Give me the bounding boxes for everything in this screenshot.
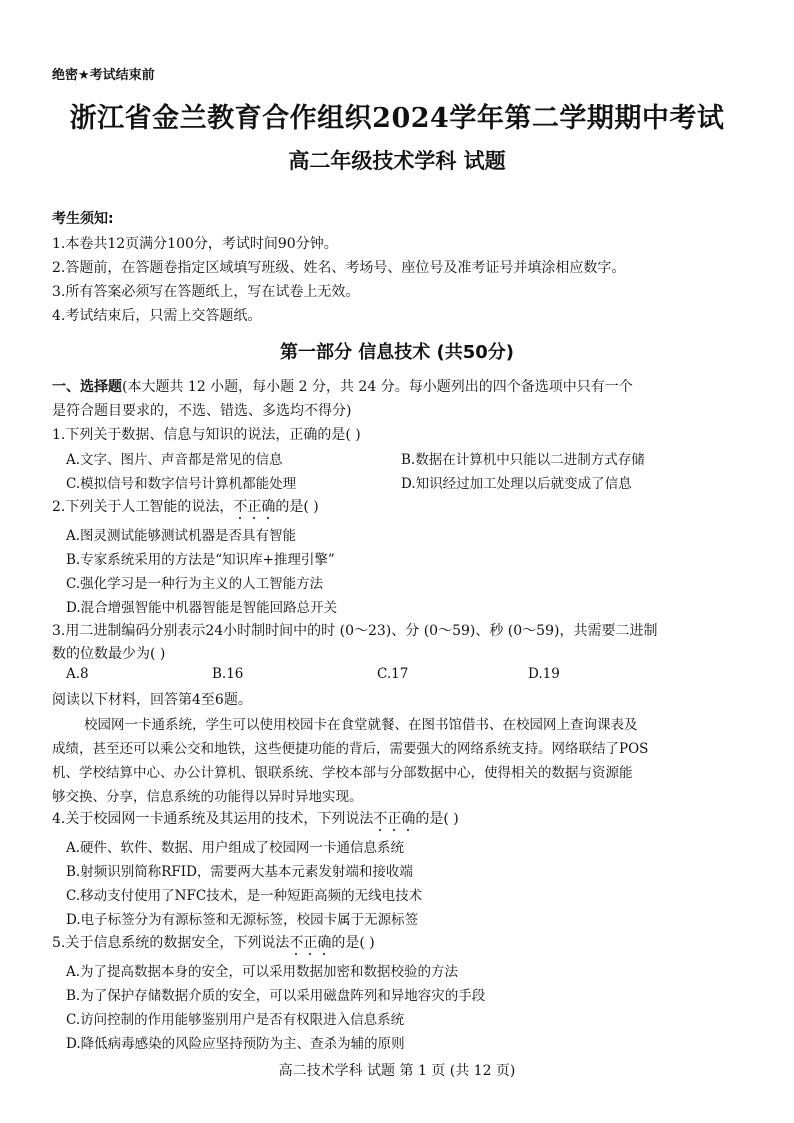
- question-2-stem: [52, 496, 319, 516]
- notice-heading: 考生须知:: [52, 211, 114, 227]
- reading-line: 校园网一卡通系统，学生可以使用校园卡在食堂就餐、在图书馆借书、在校园网上查询课表及: [84, 717, 638, 733]
- q2-stem-pre: 2.下列关于人工智能的说法，: [52, 499, 234, 515]
- q5-emphasis: 确: [317, 935, 332, 951]
- exam-title: 浙江省金兰教育合作组织2024学年第二学期期中考试: [69, 103, 725, 134]
- part1-heading: 一、选择题: [52, 379, 122, 395]
- q5-option-c: C.访问控制的作用能够鉴别用户是否有权限进入信息系统: [66, 1012, 405, 1028]
- question-5-stem: [52, 932, 375, 952]
- notice-item: 1.本卷共12页满分100分，考试时间90分钟。: [52, 236, 338, 252]
- q5-emphasis: 正: [303, 935, 318, 951]
- q2-option-d: D.混合增强智能中机器智能是智能回路总开关: [66, 600, 338, 616]
- part1-intro: [52, 376, 633, 396]
- section-title: 第一部分 信息技术 (共50分): [279, 342, 515, 363]
- part1-intro-line2: 是符合题目要求的，不选、错选、多选均不得分): [52, 403, 352, 419]
- q4-option-d: D.电子标签分为有源标签和无源标签，校园卡属于无源标签: [66, 912, 419, 928]
- confidential-label: 绝密★考试结束前: [52, 68, 155, 83]
- page-footer: 高二技术学科 试题 第 1 页 (共 12 页): [278, 1063, 516, 1079]
- q1-option-d: D.知识经过加工处理以后就变成了信息: [401, 476, 632, 492]
- notice-item: 3.所有答案必须写在答题纸上，写在试卷上无效。: [52, 284, 360, 300]
- q2-emphasis: 确: [261, 499, 276, 515]
- reading-line: 成绩，甚至还可以乘公交和地铁，这些便捷功能的背后，需要强大的网络系统支持。网络联结了POS: [52, 741, 649, 757]
- exam-subtitle: 高二年级技术学科 试题: [288, 148, 506, 173]
- q5-option-d: D.降低病毒感染的风险应坚持预防为主、查杀为辅的原则: [66, 1036, 405, 1052]
- q2-stem-post: 的是( ): [275, 499, 319, 515]
- q3-option-c: C.17: [377, 666, 409, 682]
- q4-stem-post: 的是( ): [415, 811, 459, 827]
- q2-option-b: B.专家系统采用的方法是“知识库+推理引擎”: [66, 552, 335, 568]
- q4-emphasis: 不: [373, 811, 388, 827]
- q5-option-b: B.为了保护存储数据介质的安全，可以采用磁盘阵列和异地容灾的手段: [66, 988, 486, 1004]
- q2-emphasis: 正: [247, 499, 262, 515]
- q4-option-a: A.硬件、软件、数据、用户组成了校园网一卡通信息系统: [66, 840, 405, 856]
- q3-option-b: B.16: [212, 666, 244, 682]
- q1-option-c: C.模拟信号和数字信号计算机都能处理: [66, 476, 297, 492]
- q5-stem-pre: 5.关于信息系统的数据安全，下列说法: [52, 935, 290, 951]
- question-3-stem-cont: 数的位数最少为( ): [52, 646, 166, 662]
- q3-option-d: D.19: [528, 666, 560, 682]
- q2-emphasis: 不: [233, 499, 248, 515]
- part1-intro-line1: (本大题共 12 小题，每小题 2 分，共 24 分。每小题列出的四个备选项中只有一个: [122, 379, 633, 395]
- question-3-stem: 3.用二进制编码分别表示24小时制时间中的时 (0～23)、分 (0～59)、秒 (0～59)，共需要二进制: [52, 623, 658, 639]
- notice-item: 2.答题前，在答题卷指定区域填写班级、姓名、考场号、座位号及准考证号并填涂相应数字。: [52, 260, 626, 276]
- q1-option-b: B.数据在计算机中只能以二进制方式存储: [401, 452, 645, 468]
- q4-emphasis: 确: [401, 811, 416, 827]
- notice-item: 4.考试结束后，只需上交答题纸。: [52, 308, 262, 324]
- q4-option-b: B.射频识别简称RFID，需要两大基本元素发射端和接收端: [66, 864, 413, 880]
- reading-intro: 阅读以下材料，回答第4至6题。: [52, 692, 252, 708]
- q5-stem-post: 的是( ): [331, 935, 375, 951]
- q4-option-c: C.移动支付使用了NFC技术，是一种短距高频的无线电技术: [66, 888, 423, 904]
- reading-line: 够交换、分享，信息系统的功能得以异时异地实现。: [52, 789, 363, 805]
- question-4-stem: [52, 808, 459, 828]
- q2-option-c: C.强化学习是一种行为主义的人工智能方法: [66, 576, 324, 592]
- q4-stem-pre: 4.关于校园网一卡通系统及其运用的技术，下列说法: [52, 811, 374, 827]
- q4-emphasis: 正: [387, 811, 402, 827]
- q2-option-a: A.图灵测试能够测试机器是否具有智能: [66, 528, 297, 544]
- question-1-stem: 1.下列关于数据、信息与知识的说法，正确的是( ): [52, 427, 361, 443]
- q5-option-a: A.为了提高数据本身的安全，可以采用数据加密和数据校验的方法: [66, 964, 459, 980]
- q5-emphasis: 不: [289, 935, 304, 951]
- reading-line: 机、学校结算中心、办公计算机、银联系统、学校本部与分部数据中心，使得相关的数据与资源能: [52, 765, 633, 781]
- q1-option-a: A.文字、图片、声音都是常见的信息: [66, 452, 283, 468]
- q3-option-a: A.8: [66, 666, 89, 682]
